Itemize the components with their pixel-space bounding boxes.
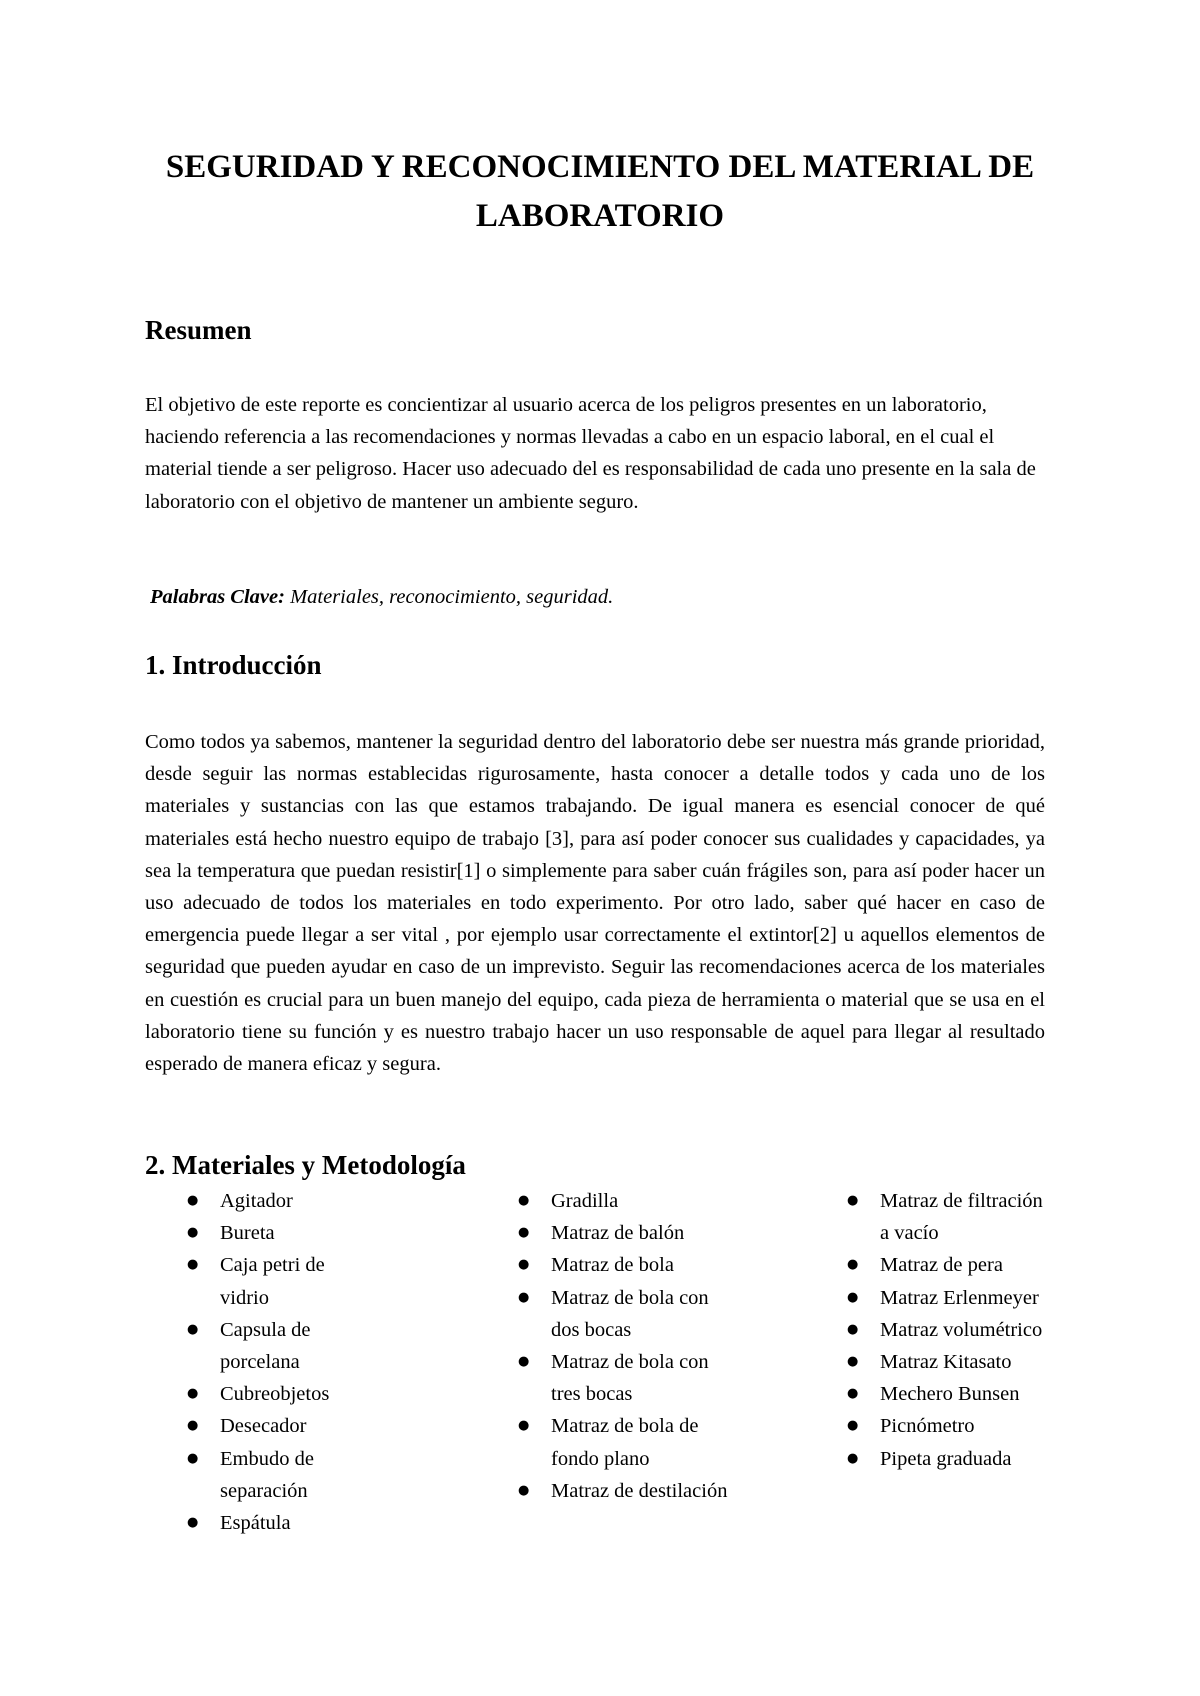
document-title: SEGURIDAD Y RECONOCIMIENTO DEL MATERIAL DE LABORATORIO — [165, 149, 1035, 234]
introduction-heading: 1. Introducción — [145, 650, 322, 680]
list-item: ● Matraz de filtración a vacío — [847, 1185, 1047, 1249]
keywords-line — [150, 581, 613, 613]
list-item: ● Picnómetro — [847, 1410, 1047, 1442]
materials-heading: 2. Materiales y Metodología — [145, 1150, 466, 1180]
list-item: ● Desecador — [187, 1410, 377, 1442]
list-item: ● Matraz de bola con dos bocas — [518, 1282, 738, 1346]
list-item: ● Embudo de separación — [187, 1443, 377, 1507]
keywords-values: Materiales, reconocimiento, seguridad. — [284, 586, 614, 608]
list-item: ● Matraz Kitasato — [847, 1346, 1047, 1378]
materials-list-column-1 — [187, 1185, 377, 1539]
list-item: ● Matraz de bola con tres bocas — [518, 1346, 738, 1410]
list-item: ● Caja petri de vidrio — [187, 1249, 377, 1313]
list-item: ● Pipeta graduada — [847, 1443, 1047, 1475]
list-item: ● Cubreobjetos — [187, 1378, 377, 1410]
list-item: ● Matraz Erlenmeyer — [847, 1282, 1047, 1314]
list-item: ● Matraz volumétrico — [847, 1314, 1047, 1346]
materials-list-column-2 — [518, 1185, 738, 1507]
list-item: ● Agitador — [187, 1185, 377, 1217]
list-item: ● Matraz de balón — [518, 1217, 738, 1249]
list-item: ● Matraz de bola de fondo plano — [518, 1410, 738, 1474]
abstract-heading: Resumen — [145, 315, 252, 345]
list-item: ● Matraz de pera — [847, 1249, 1047, 1281]
list-item: ● Espátula — [187, 1507, 377, 1539]
list-item: ● Matraz de destilación — [518, 1475, 738, 1507]
keywords-label: Palabras Clave: — [150, 586, 285, 608]
list-item: ● Gradilla — [518, 1185, 738, 1217]
introduction-text: Como todos ya sabemos, mantener la seguridad dentro del laboratorio debe ser nuestra más grande prioridad, desde seguir las normas establecidas rigurosamente, hasta conocer a detalle todos y cada uno de los materiales y sustancias con las que estamos trabajando. De igual manera es esencial conocer de qué materiales está hecho nuestro equipo de trabajo [3], para así poder conocer sus cualidades y capacidades, ya sea la temperatura que puedan resistir[1] o simplemente para saber cuán frágiles son, para así poder hacer un uso adecuado de todos los materiales en todo experimento. Por otro lado, saber qué hacer en caso de emergencia puede llegar a ser vital , por ejemplo usar correctamente el extintor[2] u aquellos elementos de seguridad que pueden ayudar en caso de un imprevisto. Seguir las recomendaciones acerca de los materiales en cuestión es crucial para un buen manejo del equipo, cada pieza de herramienta o material que se usa en el laboratorio tiene su función y es nuestro trabajo hacer un uso responsable de aquel para llegar al resultado esperado de manera eficaz y segura. — [145, 731, 1045, 1076]
materials-list-column-3 — [847, 1185, 1047, 1475]
list-item: ● Mechero Bunsen — [847, 1378, 1047, 1410]
list-item: ● Matraz de bola — [518, 1249, 738, 1281]
list-item: ● Capsula de porcelana — [187, 1314, 377, 1378]
abstract-text: El objetivo de este reporte es concientizar al usuario acerca de los peligros presentes en un laboratorio, haciendo referencia a las recomendaciones y normas llevadas a cabo en un espacio laboral, en el cual el material tiende a ser peligroso. Hacer uso adecuado del es responsabilidad de cada uno presente en la sala de laboratorio con el objetivo de mantener un ambiente seguro. — [145, 394, 1036, 513]
list-item: ● Bureta — [187, 1217, 377, 1249]
